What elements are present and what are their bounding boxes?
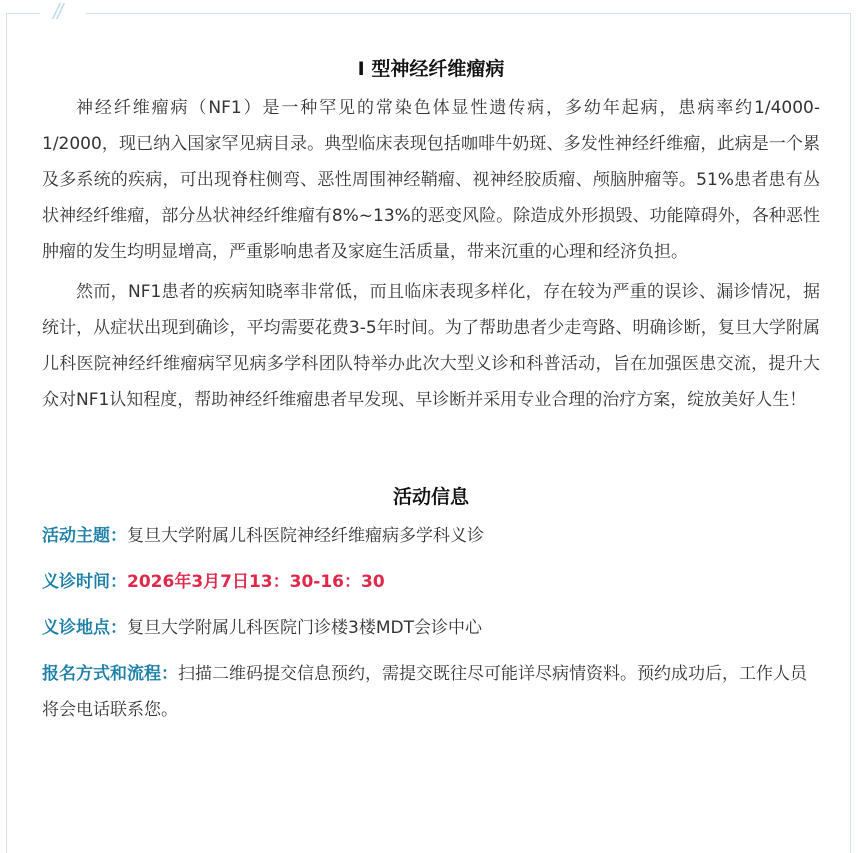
- registration-label: 报名方式和流程：: [42, 664, 178, 684]
- registration-row: [42, 656, 820, 728]
- event-location-value: 复旦大学附属儿科医院门诊楼3楼MDT会诊中心: [127, 618, 482, 638]
- event-location-row: [42, 610, 820, 646]
- event-time-row: [42, 564, 820, 600]
- event-info-title: 活动信息: [392, 486, 469, 508]
- slash-decoration-icon: //: [53, 0, 62, 24]
- event-time-value: 2026年3月7日13：30-16：30: [127, 572, 385, 592]
- event-theme-value: 复旦大学附属儿科医院神经纤维瘤病多学科义诊: [127, 526, 484, 546]
- article-paragraph-intro: 神经纤维瘤病（NF1）是一种罕见的常染色体显性遗传病，多幼年起病，患病率约1/4000-1/2000，现已纳入国家罕见病目录。典型临床表现包括咖啡牛奶斑、多发性神经纤维瘤，此病是一个累及多系统的疾病，可出现脊柱侧弯、恶性周围神经鞘瘤、视神经胶质瘤、颅脑肿瘤等。51%患者患有丛状神经纤维瘤，部分丛状神经纤维瘤有8%~13%的恶变风险。除造成外形损毁、功能障碍外，各种恶性肿瘤的发生均明显增高，严重影响患者及家庭生活质量，带来沉重的心理和经济负担。: [42, 98, 820, 262]
- article-title: I 型神经纤维瘤病: [357, 58, 505, 80]
- event-theme-row: [42, 518, 820, 554]
- event-theme-label: 活动主题：: [42, 526, 127, 546]
- frame-gap: [40, 0, 86, 26]
- registration-value: 扫描二维码提交信息预约，需提交既往尽可能详尽病情资料。预约成功后，工作人员将会电话联系您。: [42, 664, 807, 720]
- article-paragraph-purpose: 然而，NF1患者的疾病知晓率非常低，而且临床表现多样化，存在较为严重的误诊、漏诊情况，据统计，从症状出现到确诊，平均需要花费3-5年时间。为了帮助患者少走弯路、明确诊断，复旦大学附属儿科医院神经纤维瘤病罕见病多学科团队特举办此次大型义诊和科普活动，旨在加强医患交流，提升大众对NF1认知程度，帮助神经纤维瘤患者早发现、早诊断并采用专业合理的治疗方案，绽放美好人生！: [42, 282, 820, 410]
- event-time-label: 义诊时间：: [42, 572, 127, 592]
- event-location-label: 义诊地点：: [42, 618, 127, 638]
- article-content: [42, 54, 820, 738]
